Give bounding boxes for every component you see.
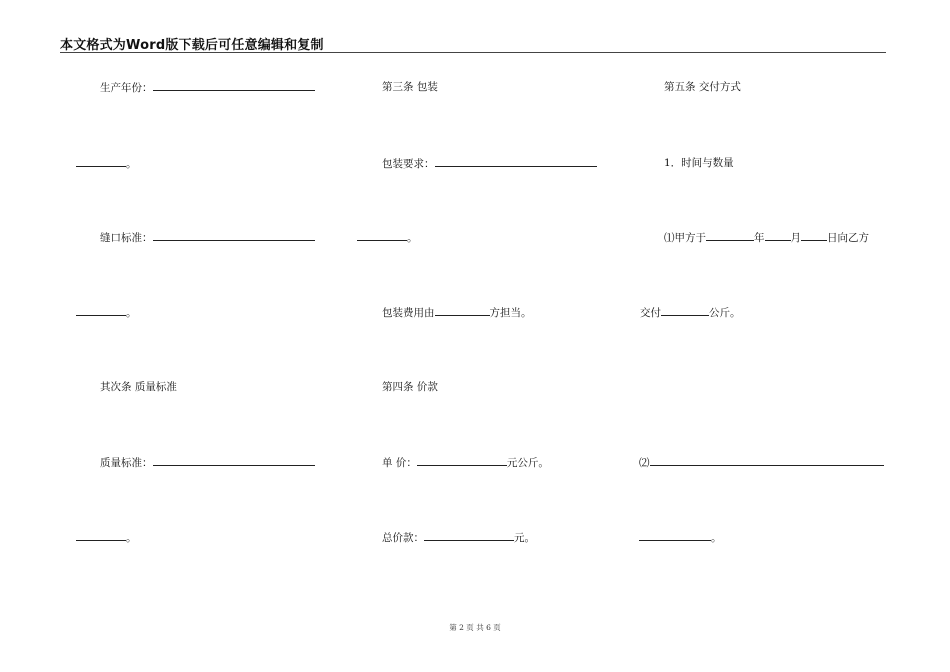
blank-underline — [357, 230, 407, 241]
item2-continuation — [639, 530, 722, 545]
unit-price-label: 单 价： — [382, 457, 417, 469]
quality-standard-line — [100, 455, 315, 470]
packaging-cost-blank — [435, 305, 490, 316]
day-char: 日向乙方 — [827, 232, 869, 244]
packaging-cost-line — [382, 305, 532, 320]
total-price-suffix: 元。 — [514, 532, 535, 544]
blank-underline — [76, 305, 126, 316]
period: 。 — [126, 158, 137, 170]
seam-standard-continuation — [76, 305, 137, 320]
quality-standard-continuation — [76, 530, 137, 545]
packaging-requirement-line — [382, 156, 597, 171]
deliver-suffix: 公斤。 — [709, 307, 741, 319]
seam-standard-line — [100, 230, 315, 245]
blank-underline — [76, 530, 126, 541]
total-price-blank — [424, 530, 514, 541]
seam-standard-label: 缝口标准： — [100, 232, 153, 244]
unit-price-line — [382, 455, 549, 470]
deliver-prefix: 交付 — [640, 307, 661, 319]
time-quantity-heading: 1．时间与数量 — [664, 157, 734, 169]
packaging-cost-prefix: 包装费用由 — [382, 307, 435, 319]
day-blank — [801, 230, 827, 241]
seam-standard-blank — [153, 230, 315, 241]
article4-heading: 第四条 价款 — [382, 381, 438, 393]
quality-standard-blank — [153, 455, 315, 466]
blank-underline — [76, 156, 126, 167]
item2-line — [639, 455, 884, 470]
blank-underline — [639, 530, 711, 541]
article5-heading: 第五条 交付方式 — [664, 81, 741, 93]
page-number: 第 2 页 共 6 页 — [449, 623, 501, 632]
packaging-cost-suffix: 方担当。 — [489, 307, 532, 319]
year-char: 年 — [754, 232, 765, 244]
item2-prefix: ⑵ — [639, 457, 650, 469]
period: 。 — [711, 532, 722, 544]
quality-standard-label: 质量标准： — [100, 457, 153, 469]
total-price-line — [382, 530, 535, 545]
month-char: 月 — [790, 232, 801, 244]
item1-prefix: ⑴甲方于 — [664, 232, 706, 244]
quantity-blank — [661, 305, 709, 316]
article3-heading: 第三条 包装 — [382, 81, 438, 93]
unit-price-suffix: 元公斤。 — [506, 457, 549, 469]
production-year-blank — [153, 80, 315, 91]
document-header: 本文格式为Word版下载后可任意编辑和复制 — [60, 38, 324, 53]
period: 。 — [407, 232, 418, 244]
production-year-continuation — [76, 156, 137, 171]
year-blank — [706, 230, 754, 241]
item2-blank — [650, 455, 884, 466]
period: 。 — [126, 307, 137, 319]
packaging-requirement-continuation — [357, 230, 418, 245]
packaging-requirement-blank — [435, 156, 597, 167]
header-divider — [60, 52, 886, 53]
total-price-label: 总价款： — [382, 532, 424, 544]
article2-heading: 其次条 质量标准 — [100, 381, 177, 393]
production-year-label: 生产年份： — [100, 82, 153, 94]
month-blank — [765, 230, 791, 241]
delivery-date-line — [664, 230, 869, 245]
packaging-requirement-label: 包装要求： — [382, 158, 435, 170]
period: 。 — [126, 532, 137, 544]
delivery-quantity-line — [640, 305, 741, 320]
production-year-line — [100, 80, 315, 95]
unit-price-blank — [417, 455, 507, 466]
